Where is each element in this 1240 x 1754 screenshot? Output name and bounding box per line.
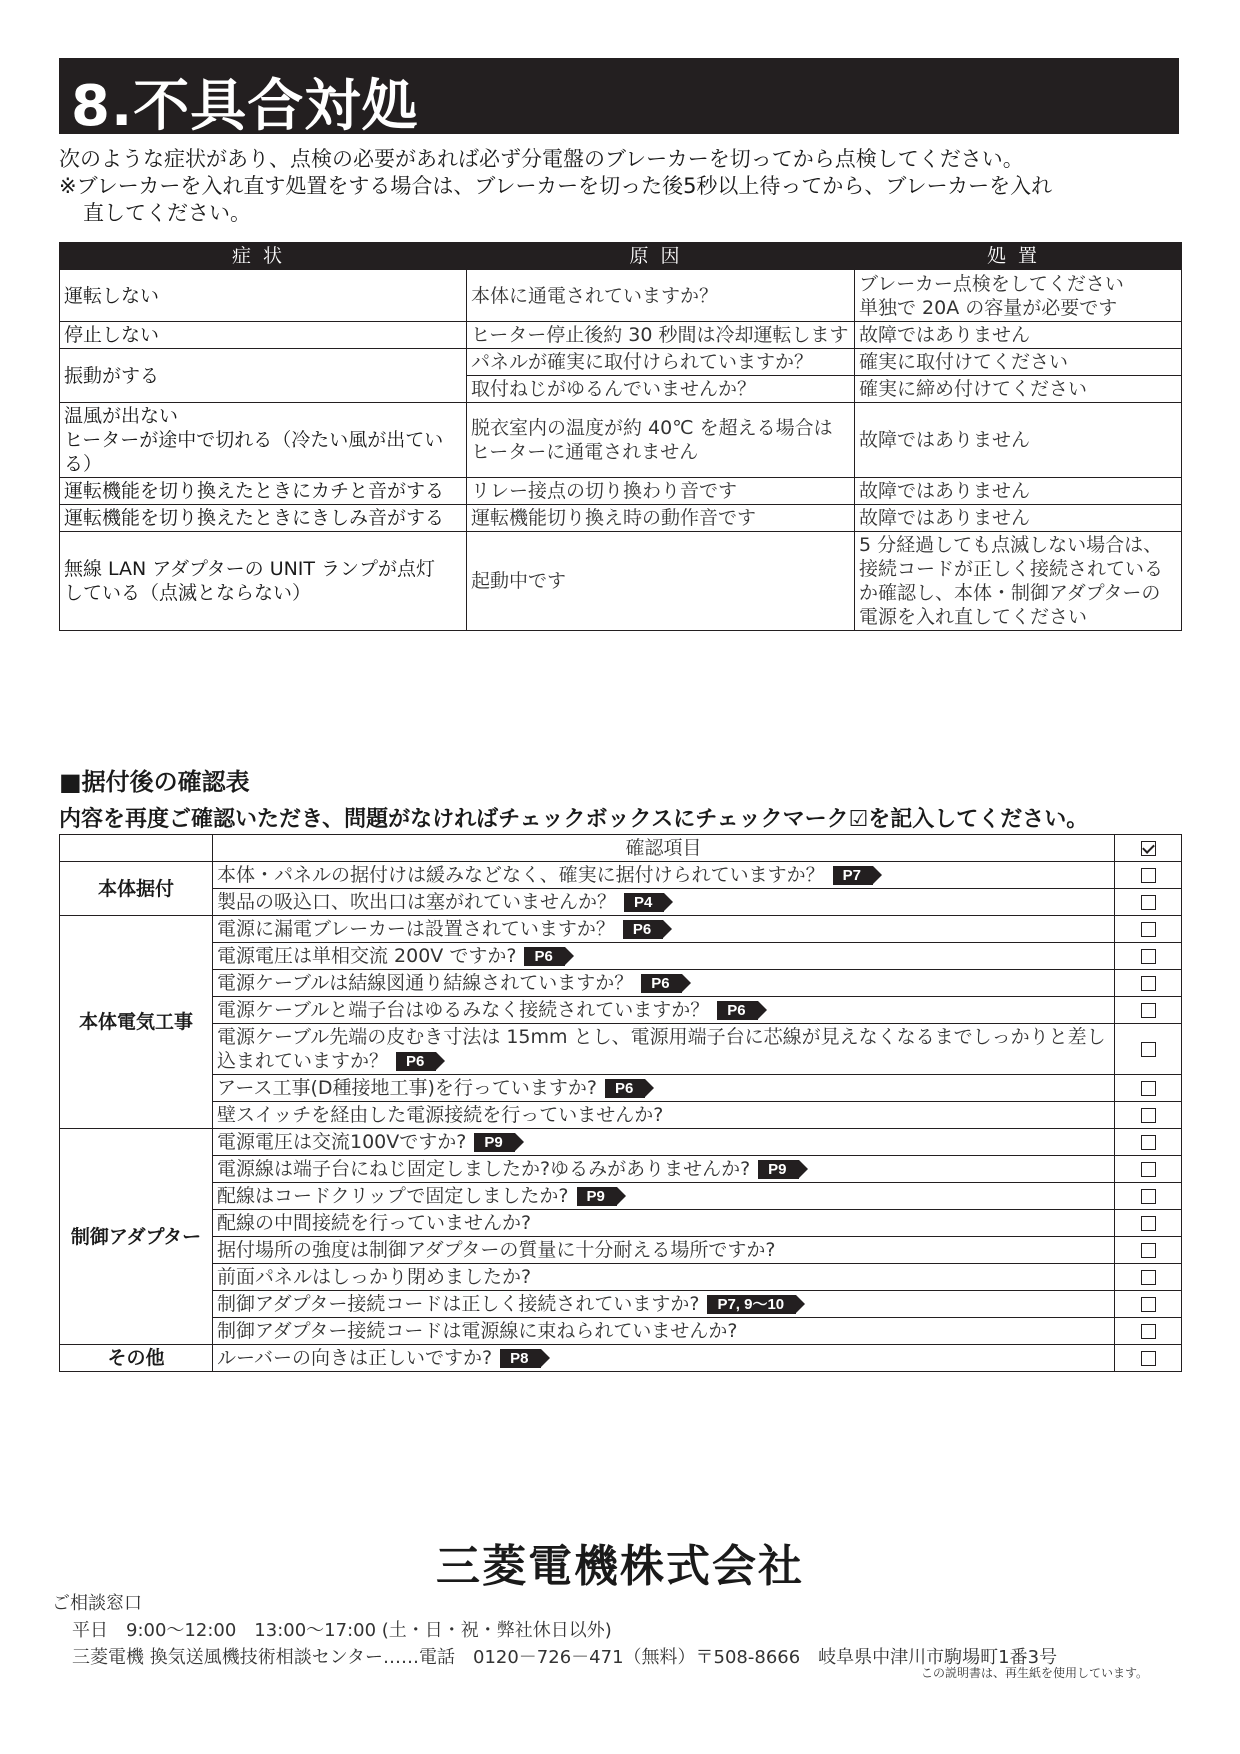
checkbox-cell: [1115, 943, 1182, 970]
checklist-item-text: 制御アダプター接続コードは電源線に束ねられていませんか?: [217, 1320, 738, 1342]
cause-cell: パネルが確実に取付けられていますか？: [467, 349, 855, 376]
checkbox-cell: [1115, 862, 1182, 889]
checklist-instruction: 内容を再度ご確認いただき、問題がなければチェックボックスにチェックマーク☑を記入してください。: [59, 807, 1089, 832]
checklist-item: [213, 1318, 1115, 1345]
checklist-row: [60, 1291, 1182, 1318]
checkbox[interactable]: [1141, 1081, 1156, 1096]
checklist-item: [213, 1024, 1115, 1075]
troubleshooting-row: [60, 349, 1182, 376]
checklist-item-text: 前面パネルはしっかり閉めましたか?: [217, 1266, 532, 1288]
checklist-item: [213, 943, 1115, 970]
checkbox[interactable]: [1141, 1135, 1156, 1150]
checklist-item: [213, 1129, 1115, 1156]
checklist-row: [60, 1075, 1182, 1102]
cause-cell: 起動中です: [467, 532, 855, 631]
checklist-header-row: [60, 835, 1182, 862]
remedy-cell: 故障ではありません: [855, 505, 1182, 532]
checkbox[interactable]: [1141, 1270, 1156, 1285]
page-reference-tag: P8: [500, 1349, 540, 1368]
checklist-title: ■据付後の確認表: [59, 768, 250, 796]
checklist-header-check: [1115, 835, 1182, 862]
remedy-cell: 確実に締め付けてください: [855, 376, 1182, 403]
intro-line-1: 次のような症状があり、点検の必要があれば必ず分電盤のブレーカーを切ってから点検してください。: [59, 147, 1024, 171]
checklist-row: [60, 862, 1182, 889]
page-reference-tag: P6: [524, 947, 564, 966]
page-reference-tag: P9: [474, 1133, 514, 1152]
checklist-item: [213, 1102, 1115, 1129]
troubleshooting-row: [60, 270, 1182, 322]
checklist-item-text: 電源電圧は単相交流 200V ですか?: [217, 945, 517, 967]
page-reference-tag: P9: [758, 1160, 798, 1179]
checklist-item-text: 製品の吸込口、吹出口は塞がれていませんか？: [217, 891, 617, 913]
page-reference-tag: P6: [641, 974, 681, 993]
checklist-row: [60, 916, 1182, 943]
checkbox[interactable]: [1141, 949, 1156, 964]
checklist-item-text: アース工事(D種接地工事)を行っていますか?: [217, 1077, 598, 1099]
page-reference-tag: P7: [833, 866, 873, 885]
checkbox-cell: [1115, 1291, 1182, 1318]
checklist-row: [60, 1318, 1182, 1345]
checkbox[interactable]: [1141, 1162, 1156, 1177]
checklist-item-text: 電源線は端子台にねじ固定しましたか?ゆるみがありませんか?: [217, 1158, 751, 1180]
checklist-item: [213, 1291, 1115, 1318]
checklist-category: その他: [60, 1345, 213, 1372]
checkbox[interactable]: [1141, 1003, 1156, 1018]
cause-cell: リレー接点の切り換わり音です: [467, 478, 855, 505]
checklist-item: [213, 916, 1115, 943]
checklist-item-text: 配線の中間接続を行っていませんか?: [217, 1212, 532, 1234]
header-symptom: 症状: [60, 243, 467, 270]
checklist-item-text: 電源に漏電ブレーカーは設置されていますか？: [217, 918, 615, 940]
checkbox-cell: [1115, 916, 1182, 943]
checklist-row: [60, 943, 1182, 970]
checkbox-cell: [1115, 889, 1182, 916]
checklist-item: [213, 862, 1115, 889]
checkbox[interactable]: [1141, 1189, 1156, 1204]
checkbox[interactable]: [1141, 895, 1156, 910]
checkbox[interactable]: [1141, 1324, 1156, 1339]
checklist-item: [213, 1237, 1115, 1264]
installation-checklist-table: [59, 834, 1182, 1372]
troubleshooting-row: [60, 403, 1182, 478]
checklist-item-text: 電源ケーブルと端子台はゆるみなく接続されていますか？: [217, 999, 710, 1021]
troubleshooting-header-row: [60, 243, 1182, 270]
checkbox[interactable]: [1141, 1351, 1156, 1366]
checkbox-cell: [1115, 1210, 1182, 1237]
section-title-bar: [59, 58, 1179, 139]
checked-box-icon: [1141, 841, 1156, 856]
checkbox-cell: [1115, 1129, 1182, 1156]
checklist-row: [60, 1129, 1182, 1156]
troubleshooting-row: [60, 505, 1182, 532]
checkbox-cell: [1115, 1156, 1182, 1183]
intro-text: [59, 146, 1189, 227]
checklist-item-text: ルーバーの向きは正しいですか?: [217, 1347, 493, 1369]
page-reference-tag: P4: [624, 893, 664, 912]
checklist-row: [60, 1210, 1182, 1237]
contact-info: [52, 1590, 1057, 1671]
checklist-row: [60, 1264, 1182, 1291]
intro-line-2: ※ブレーカーを入れ直す処置をする場合は、ブレーカーを切った後5秒以上待ってから、ブレーカーを入れ: [59, 174, 1053, 198]
checklist-item-text: 据付場所の強度は制御アダプターの質量に十分耐える場所ですか?: [217, 1239, 776, 1261]
contact-center: 三菱電機 換気送風機技術相談センター……電話 0120－726－471（無料）〒508-8666 岐阜県中津川市駒場町1番3号: [72, 1647, 1058, 1668]
checkbox-cell: [1115, 1102, 1182, 1129]
contact-hours: 平日 9:00～12:00 13:00～17:00 (土・日・祝・弊社休日以外): [72, 1620, 612, 1641]
checklist-item: [213, 1264, 1115, 1291]
cause-cell: ヒーター停止後約 30 秒間は冷却運転します: [467, 322, 855, 349]
checkbox[interactable]: [1141, 976, 1156, 991]
remedy-cell: 故障ではありません: [855, 403, 1182, 478]
checklist-row: [60, 889, 1182, 916]
symptom-cell: 運転機能を切り換えたときにカチと音がする: [60, 478, 467, 505]
recycle-note: この説明書は、再生紙を使用しています。: [920, 1666, 1148, 1680]
checklist-item-text: 電源電圧は交流100Vですか?: [217, 1131, 467, 1153]
checkbox-cell: [1115, 970, 1182, 997]
company-name: 三菱電機株式会社: [436, 1541, 804, 1592]
checklist-row: [60, 1345, 1182, 1372]
checklist-category: 本体据付: [60, 862, 213, 916]
checkbox-cell: [1115, 1237, 1182, 1264]
checkbox[interactable]: [1141, 1108, 1156, 1123]
checklist-item-text: 電源ケーブル先端の皮むき寸法は 15mm とし、電源用端子台に芯線が見えなくなるまでしっかりと差し込まれていますか？: [217, 1026, 1106, 1072]
checkbox[interactable]: [1141, 1042, 1156, 1057]
checkbox[interactable]: [1141, 922, 1156, 937]
checkbox[interactable]: [1141, 868, 1156, 883]
checklist-item-text: 本体・パネルの据付けは緩みなどなく、確実に据付けられていますか？: [217, 864, 825, 886]
page-title: 8.不具合対処: [71, 74, 419, 139]
symptom-cell: 振動がする: [60, 349, 467, 403]
page-reference-tag: P6: [717, 1001, 757, 1020]
contact-label: ご相談窓口: [52, 1593, 142, 1614]
checklist-row: [60, 1237, 1182, 1264]
checklist-item: [213, 970, 1115, 997]
troubleshooting-row: [60, 322, 1182, 349]
page-reference-tag: P6: [623, 920, 663, 939]
checklist-item: [213, 889, 1115, 916]
checkbox-cell: [1115, 1318, 1182, 1345]
checklist-item-text: 制御アダプター接続コードは正しく接続されていますか?: [217, 1293, 700, 1315]
checklist-row: [60, 997, 1182, 1024]
checklist-item: [213, 1345, 1115, 1372]
troubleshooting-row: [60, 478, 1182, 505]
symptom-cell: 停止しない: [60, 322, 467, 349]
page-reference-tag: P6: [396, 1052, 436, 1071]
checkbox[interactable]: [1141, 1297, 1156, 1312]
symptom-cell: 運転機能を切り換えたときにきしみ音がする: [60, 505, 467, 532]
checklist-row: [60, 1156, 1182, 1183]
troubleshooting-table: [59, 242, 1182, 631]
checkbox[interactable]: [1141, 1216, 1156, 1231]
checklist-header-blank: [60, 835, 213, 862]
cause-cell: 脱衣室内の温度が約 40℃ を超える場合は ヒーターに通電されません: [467, 403, 855, 478]
remedy-cell: 故障ではありません: [855, 322, 1182, 349]
symptom-cell: 無線 LAN アダプターの UNIT ランプが点灯 している（点滅とならない）: [60, 532, 467, 631]
page-reference-tag: P6: [605, 1079, 645, 1098]
checklist-row: [60, 970, 1182, 997]
checklist-header-item: 確認項目: [213, 835, 1115, 862]
header-cause: 原因: [467, 243, 855, 270]
page-reference-tag: P7, 9～10: [707, 1295, 796, 1314]
remedy-cell: 5 分経過しても点滅しない場合は、 接続コードが正しく接続されている か確認し、本体・制御アダプターの 電源を入れ直してください: [855, 532, 1182, 631]
checklist-item-text: 壁スイッチを経由した電源接続を行っていませんか?: [217, 1104, 664, 1126]
troubleshooting-row: [60, 532, 1182, 631]
checklist-category: 制御アダプター: [60, 1129, 213, 1345]
checkbox-cell: [1115, 1183, 1182, 1210]
checklist-item-text: 電源ケーブルは結線図通り結線されていますか？: [217, 972, 634, 994]
symptom-cell: 運転しない: [60, 270, 467, 322]
checklist-item: [213, 1156, 1115, 1183]
cause-cell: 運転機能切り換え時の動作音です: [467, 505, 855, 532]
checklist-item: [213, 1210, 1115, 1237]
checkbox-cell: [1115, 1345, 1182, 1372]
checkbox[interactable]: [1141, 1243, 1156, 1258]
checklist-row: [60, 1102, 1182, 1129]
checklist-row: [60, 1024, 1182, 1075]
remedy-cell: 確実に取付けてください: [855, 349, 1182, 376]
checkbox-cell: [1115, 1024, 1182, 1075]
symptom-cell: 温風が出ない ヒーターが途中で切れる（冷たい風が出ている）: [60, 403, 467, 478]
checklist-category: 本体電気工事: [60, 916, 213, 1129]
cause-cell: 取付ねじがゆるんでいませんか？: [467, 376, 855, 403]
page-reference-tag: P9: [577, 1187, 617, 1206]
remedy-cell: ブレーカー点検をしてください 単独で 20A の容量が必要です: [855, 270, 1182, 322]
remedy-cell: 故障ではありません: [855, 478, 1182, 505]
checklist-row: [60, 1183, 1182, 1210]
cause-cell: 本体に通電されていますか？: [467, 270, 855, 322]
checkbox-cell: [1115, 1264, 1182, 1291]
checkbox-cell: [1115, 997, 1182, 1024]
checklist-item: [213, 1183, 1115, 1210]
checklist-item-text: 配線はコードクリップで固定しましたか?: [217, 1185, 569, 1207]
checkbox-cell: [1115, 1075, 1182, 1102]
header-remedy: 処置: [855, 243, 1182, 270]
checklist-item: [213, 1075, 1115, 1102]
checklist-item: [213, 997, 1115, 1024]
intro-line-3: 直してください。: [83, 201, 251, 225]
